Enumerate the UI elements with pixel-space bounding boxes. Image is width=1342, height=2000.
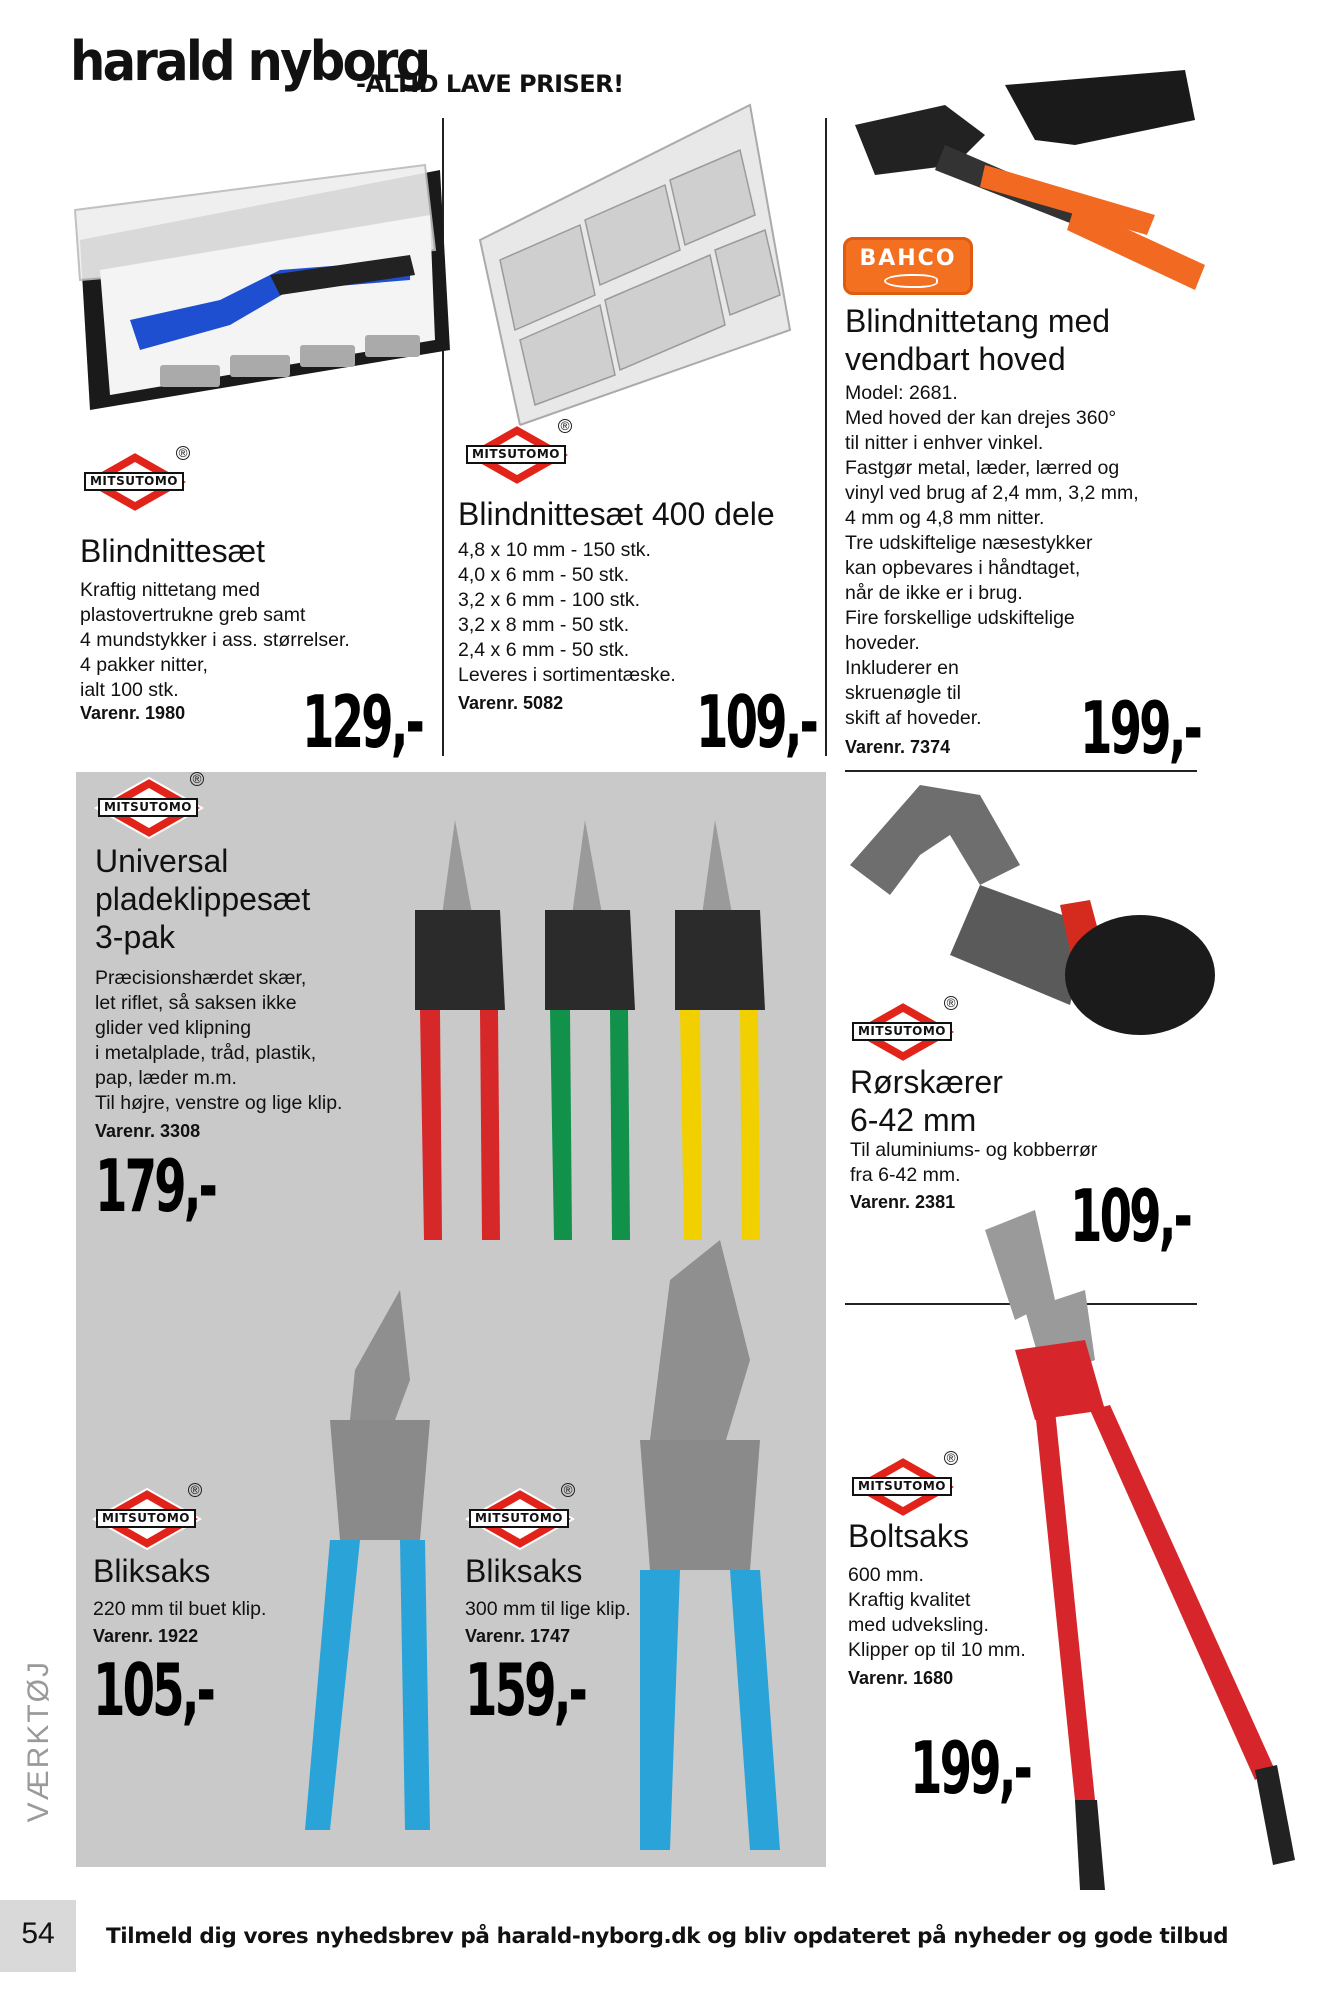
product-description: 300 mm til lige klip. (465, 1598, 631, 1620)
rivet-kit-case-image (70, 150, 460, 410)
product-description: Model: 2681. Med hoved der kan drejes 360° til nitter i enhver vinkel. Fastgør metal, læder, lærred og vinyl ved brug af 2,4 mm, 3,2 mm, 4 mm og 4,8 mm nitter. Tre udskiftelige næsestykker kan opbevares i håndtaget, når de ikke er i brug. Fire forskellige udskiftelige hoveder. Inkluderer en skruenøgle til skift af hoveder. (845, 382, 1139, 729)
product-title: Bliksaks (465, 1553, 583, 1589)
registered-mark: ® (188, 1483, 202, 1497)
mitsutomo-label: MITSUTOMO (96, 1509, 196, 1528)
mitsutomo-label: MITSUTOMO (84, 472, 184, 491)
registered-mark: ® (558, 419, 572, 433)
rivet-assortment-box-image (470, 100, 800, 430)
brand-slogan: -ALTID LAVE PRISER! (356, 70, 624, 98)
mitsutomo-label: MITSUTOMO (98, 798, 198, 817)
product-title: Blindnittetang med vendbart hoved (845, 303, 1111, 377)
mitsutomo-badge (462, 419, 572, 487)
product-price: 159,- (465, 1648, 586, 1732)
bahco-label: BAHCO (859, 246, 957, 271)
mitsutomo-badge (848, 1451, 958, 1519)
product-description: Præcisionshærdet skær, let riflet, så saksen ikke glider ved klipning i metalplade, tråd, plastik, pap, læder m.m. Til højre, venstre og lige klip. (95, 967, 343, 1114)
product-sku: Varenr. 3308 (95, 1121, 201, 1141)
product-title: Universal pladeklippesæt 3-pak (95, 843, 311, 955)
product-title: Blindnittesæt (80, 533, 265, 569)
product-sku: Varenr. 5082 (458, 693, 564, 713)
product-description: Kraftig nittetang med plastovertrukne greb samt 4 mundstykker i ass. størrelser. 4 pakker nitter, ialt 100 stk. (80, 579, 350, 701)
page-number: 54 (21, 1917, 55, 1950)
section-side-label: VÆRKTØJ (22, 1660, 55, 1823)
product-sku: Varenr. 1922 (93, 1626, 199, 1646)
product-title: Boltsaks (848, 1518, 969, 1554)
fish-icon (884, 274, 938, 288)
mitsutomo-badge (848, 996, 958, 1064)
product-sku: Varenr. 7374 (845, 737, 951, 757)
registered-mark: ® (944, 1451, 958, 1465)
product-price: 109,- (1070, 1174, 1191, 1258)
product-sku: Varenr. 2381 (850, 1192, 956, 1212)
registered-mark: ® (561, 1483, 575, 1497)
product-title: Rørskærer 6-42 mm (850, 1064, 1003, 1138)
product-price: 199,- (910, 1726, 1031, 1810)
product-sku: Varenr. 1747 (465, 1626, 571, 1646)
product-price: 199,- (1080, 686, 1201, 770)
row-divider-right-1 (845, 770, 1197, 772)
product-price: 179,- (95, 1144, 216, 1228)
tin-snips-straight-image (610, 1240, 790, 1860)
aviation-snips-set-image (400, 820, 800, 1250)
product-price: 109,- (696, 680, 817, 764)
mitsutomo-label: MITSUTOMO (852, 1022, 952, 1041)
product-price: 105,- (93, 1648, 214, 1732)
product-sku: Varenr. 1980 (80, 703, 186, 723)
tin-snips-curved-image (290, 1290, 450, 1850)
newsletter-footer: Tilmeld dig vores nyhedsbrev på harald-nyborg.dk og bliv opdateret på nyheder og gode tilbud (106, 1924, 1229, 1949)
product-description: 600 mm. Kraftig kvalitet med udveksling. Klipper op til 10 mm. (848, 1564, 1026, 1661)
registered-mark: ® (190, 772, 204, 786)
mitsutomo-label: MITSUTOMO (469, 1509, 569, 1528)
mitsutomo-badge (92, 1483, 202, 1551)
product-title: Blindnittesæt 400 dele (458, 496, 775, 532)
mitsutomo-badge (80, 446, 190, 514)
product-title: Bliksaks (93, 1553, 211, 1589)
brand-logo: harald nyborg (70, 30, 429, 93)
product-description: Til aluminiums- og kobberrør fra 6-42 mm. (850, 1139, 1098, 1186)
registered-mark: ® (944, 996, 958, 1010)
mitsutomo-label: MITSUTOMO (466, 445, 566, 464)
mitsutomo-label: MITSUTOMO (852, 1477, 952, 1496)
product-description: 4,8 x 10 mm - 150 stk. 4,0 x 6 mm - 50 stk. 3,2 x 6 mm - 100 stk. 3,2 x 8 mm - 50 stk. 2,4 x 6 mm - 50 stk. Leveres i sortimentæske. (458, 539, 676, 686)
bahco-logo (843, 237, 973, 295)
product-description: 220 mm til buet klip. (93, 1598, 267, 1620)
registered-mark: ® (176, 446, 190, 460)
mitsutomo-badge (465, 1483, 575, 1551)
mitsutomo-badge (94, 772, 204, 840)
column-divider-2 (825, 118, 827, 756)
product-sku: Varenr. 1680 (848, 1668, 954, 1688)
product-price: 129,- (302, 680, 423, 764)
